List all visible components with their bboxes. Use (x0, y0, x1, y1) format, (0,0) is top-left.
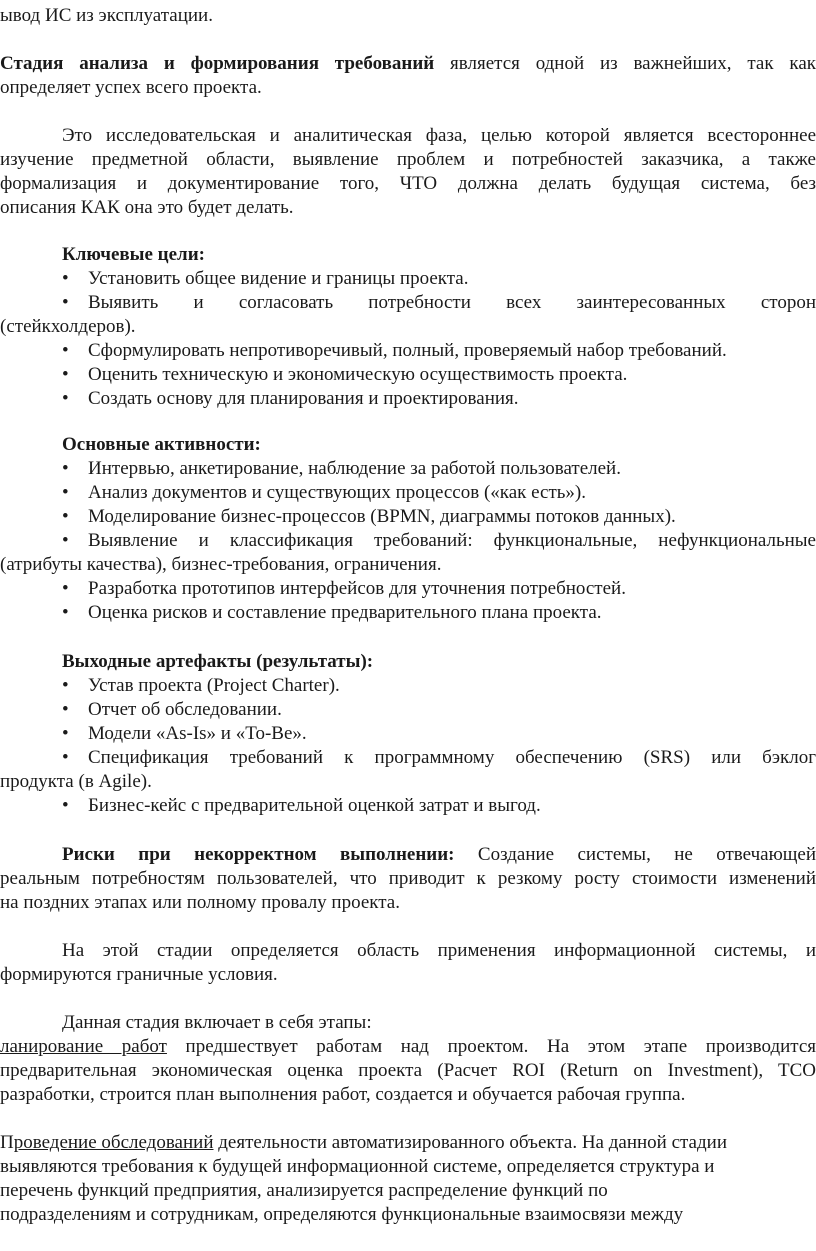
paragraph-line: Данная стадия включает в себя этапы: (62, 1012, 372, 1033)
list-item: • Оценка рисков и составление предварительного плана проекта. (62, 602, 602, 623)
list-item: • Сформулировать непротиворечивый, полный, проверяемый набор требований. (62, 340, 727, 361)
paragraph-line: предварительная экономическая оценка проекта (Расчет ROI (Return on Investment), TCO (0, 1060, 816, 1081)
bullet-icon: • (62, 795, 69, 816)
risks-label: Риски при некорректном выполнении: (62, 844, 455, 865)
list-item: • Разработка прототипов интерфейсов для уточнения потребностей. (62, 578, 626, 599)
list-item: • Модели «As-Is» и «To-Be». (62, 723, 307, 744)
list-item: • Создать основу для планирования и проектирования. (62, 388, 519, 409)
bullet-icon: • (62, 268, 69, 289)
section-heading-goals: Ключевые цели: (62, 244, 205, 265)
list-item-continuation: (стейкхолдеров). (0, 316, 136, 337)
bullet-icon: • (62, 578, 69, 599)
paragraph-line: подразделениям и сотрудникам, определяются функциональные взаимосвязи между (0, 1204, 684, 1225)
section-heading-artifacts: Выходные артефакты (результаты): (62, 651, 374, 672)
paragraph-line: ывод ИС из эксплуатации. (0, 5, 213, 26)
paragraph-line: формализация и документирование того, ЧТО должна делать будущая система, без (0, 173, 816, 194)
list-item: • Анализ документов и существующих процессов («как есть»). (62, 482, 587, 503)
paragraph-line: реальным потребностям пользователей, что приводит к резкому росту стоимости изменений (0, 868, 816, 889)
paragraph-line: описания КАК она это будет делать. (0, 197, 294, 218)
bullet-icon: • (62, 292, 69, 313)
bullet-icon: • (62, 458, 69, 479)
bullet-icon: • (62, 675, 69, 696)
list-item: • Выявление и классификация требований: функциональные, нефункциональные (62, 530, 816, 551)
paragraph-line: разработки, строится план выполнения работ, создается и обучается рабочая группа. (0, 1084, 686, 1105)
bullet-icon: • (62, 364, 69, 385)
list-item: • Устав проекта (Project Charter). (62, 675, 340, 696)
paragraph-line: Стадия анализа и формирования требований является одной из важнейших, так как (0, 53, 816, 74)
paragraph-line: изучение предметной области, выявление проблем и потребностей заказчика, а также (0, 149, 816, 170)
list-item: • Спецификация требований к программному обеспечению (SRS) или бэклог (62, 747, 816, 768)
list-item: • Бизнес-кейс с предварительной оценкой затрат и выгод. (62, 795, 541, 816)
list-item: • Установить общее видение и границы проекта. (62, 268, 469, 289)
paragraph-line: выявляются требования к будущей информационной системе, определяется структура и (0, 1156, 715, 1177)
bullet-icon: • (62, 602, 69, 623)
bullet-icon: • (62, 530, 69, 551)
paragraph-line: на поздних этапах или полному провалу проекта. (0, 892, 400, 913)
bullet-icon: • (62, 699, 69, 720)
paragraph-line: На этой стадии определяется область применения информационной системы, и (62, 940, 816, 961)
list-item-continuation: (атрибуты качества), бизнес-требования, ограничения. (0, 554, 442, 575)
list-item: • Интервью, анкетирование, наблюдение за работой пользователей. (62, 458, 621, 479)
stage-title: Стадия анализа и формирования требований (0, 53, 435, 74)
bullet-icon: • (62, 723, 69, 744)
paragraph-line: Проведение обследований деятельности автоматизированного объекта. На данной стадии (0, 1132, 727, 1153)
list-item: • Моделирование бизнес-процессов (BPMN, диаграммы потоков данных). (62, 506, 676, 527)
paragraph-line: перечень функций предприятия, анализируется распределение функций по (0, 1180, 608, 1201)
paragraph-line: формируются граничные условия. (0, 964, 278, 985)
paragraph-line: определяет успех всего проекта. (0, 77, 262, 98)
paragraph-line: Это исследовательская и аналитическая фаза, целью которой является всестороннее (62, 125, 816, 146)
bullet-icon: • (62, 747, 69, 768)
section-heading-activities: Основные активности: (62, 434, 261, 455)
list-item: • Выявить и согласовать потребности всех заинтересованных сторон (62, 292, 816, 313)
bullet-icon: • (62, 388, 69, 409)
paragraph-line: ланирование работ предшествует работам над проектом. На этом этапе производится (0, 1036, 816, 1057)
bullet-icon: • (62, 506, 69, 527)
list-item-continuation: продукта (в Agile). (0, 771, 152, 792)
stage-term-planning: ланирование работ (0, 1036, 167, 1057)
bullet-icon: • (62, 340, 69, 361)
stage-term-survey: роведение обследований (13, 1132, 214, 1153)
list-item: • Оценить техническую и экономическую осуществимость проекта. (62, 364, 628, 385)
list-item: • Отчет об обследовании. (62, 699, 282, 720)
bullet-icon: • (62, 482, 69, 503)
paragraph-line: Риски при некорректном выполнении: Создание системы, не отвечающей (62, 844, 816, 865)
